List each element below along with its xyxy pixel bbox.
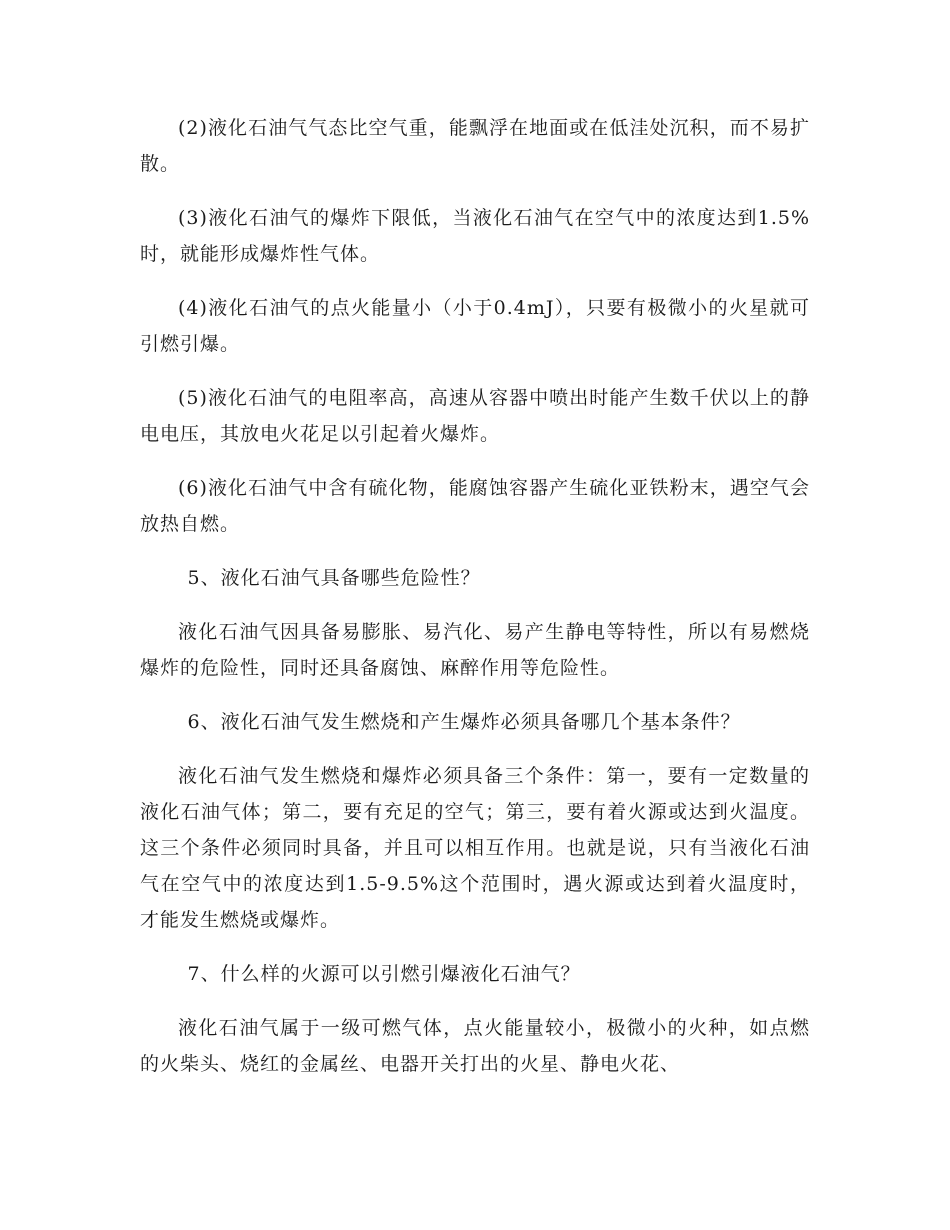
answer-paragraph-5: 液化石油气因具备易膨胀、易汽化、易产生静电等特性，所以有易燃烧爆炸的危险性，同时还具备腐蚀、麻醉作用等危险性。 xyxy=(140,621,810,679)
paragraph-item-3: (3)液化石油气的爆炸下限低，当液化石油气在空气中的浓度达到1.5%时，就能形成爆炸性气体。 xyxy=(140,207,810,265)
paragraph-item-5: (5)液化石油气的电阻率高，高速从容器中喷出时能产生数千伏以上的静电电压，其放电火花足以引起着火爆炸。 xyxy=(140,387,810,445)
answer-paragraph-7: 液化石油气属于一级可燃气体，点火能量较小，极微小的火种，如点燃的火柴头、烧红的金属丝、电器开关打出的火星、静电火花、 xyxy=(140,1017,810,1075)
document-body xyxy=(140,110,810,1100)
paragraph-item-2: (2)液化石油气气态比空气重，能飘浮在地面或在低洼处沉积，而不易扩散。 xyxy=(140,117,810,175)
question-heading-7: 7、什么样的火源可以引燃引爆液化石油气？ xyxy=(187,963,581,985)
paragraph-item-6: (6)液化石油气中含有硫化物，能腐蚀容器产生硫化亚铁粉末，遇空气会放热自燃。 xyxy=(140,477,810,535)
paragraph-item-4: (4)液化石油气的点火能量小（小于0.4mJ），只要有极微小的火星就可引燃引爆。 xyxy=(140,297,810,355)
question-heading-5: 5、液化石油气具备哪些危险性？ xyxy=(187,567,481,589)
question-heading-6: 6、液化石油气发生燃烧和产生爆炸必须具备哪几个基本条件？ xyxy=(187,711,741,733)
answer-paragraph-6: 液化石油气发生燃烧和爆炸必须具备三个条件：第一，要有一定数量的液化石油气体；第二，要有充足的空气；第三，要有着火源或达到火温度。这三个条件必须同时具备，并且可以相互作用。也就是说，只有当液化石油气在空气中的浓度达到1.5-9.5%这个范围时，遇火源或达到着火温度时，才能发生燃烧或爆炸。 xyxy=(140,765,810,931)
